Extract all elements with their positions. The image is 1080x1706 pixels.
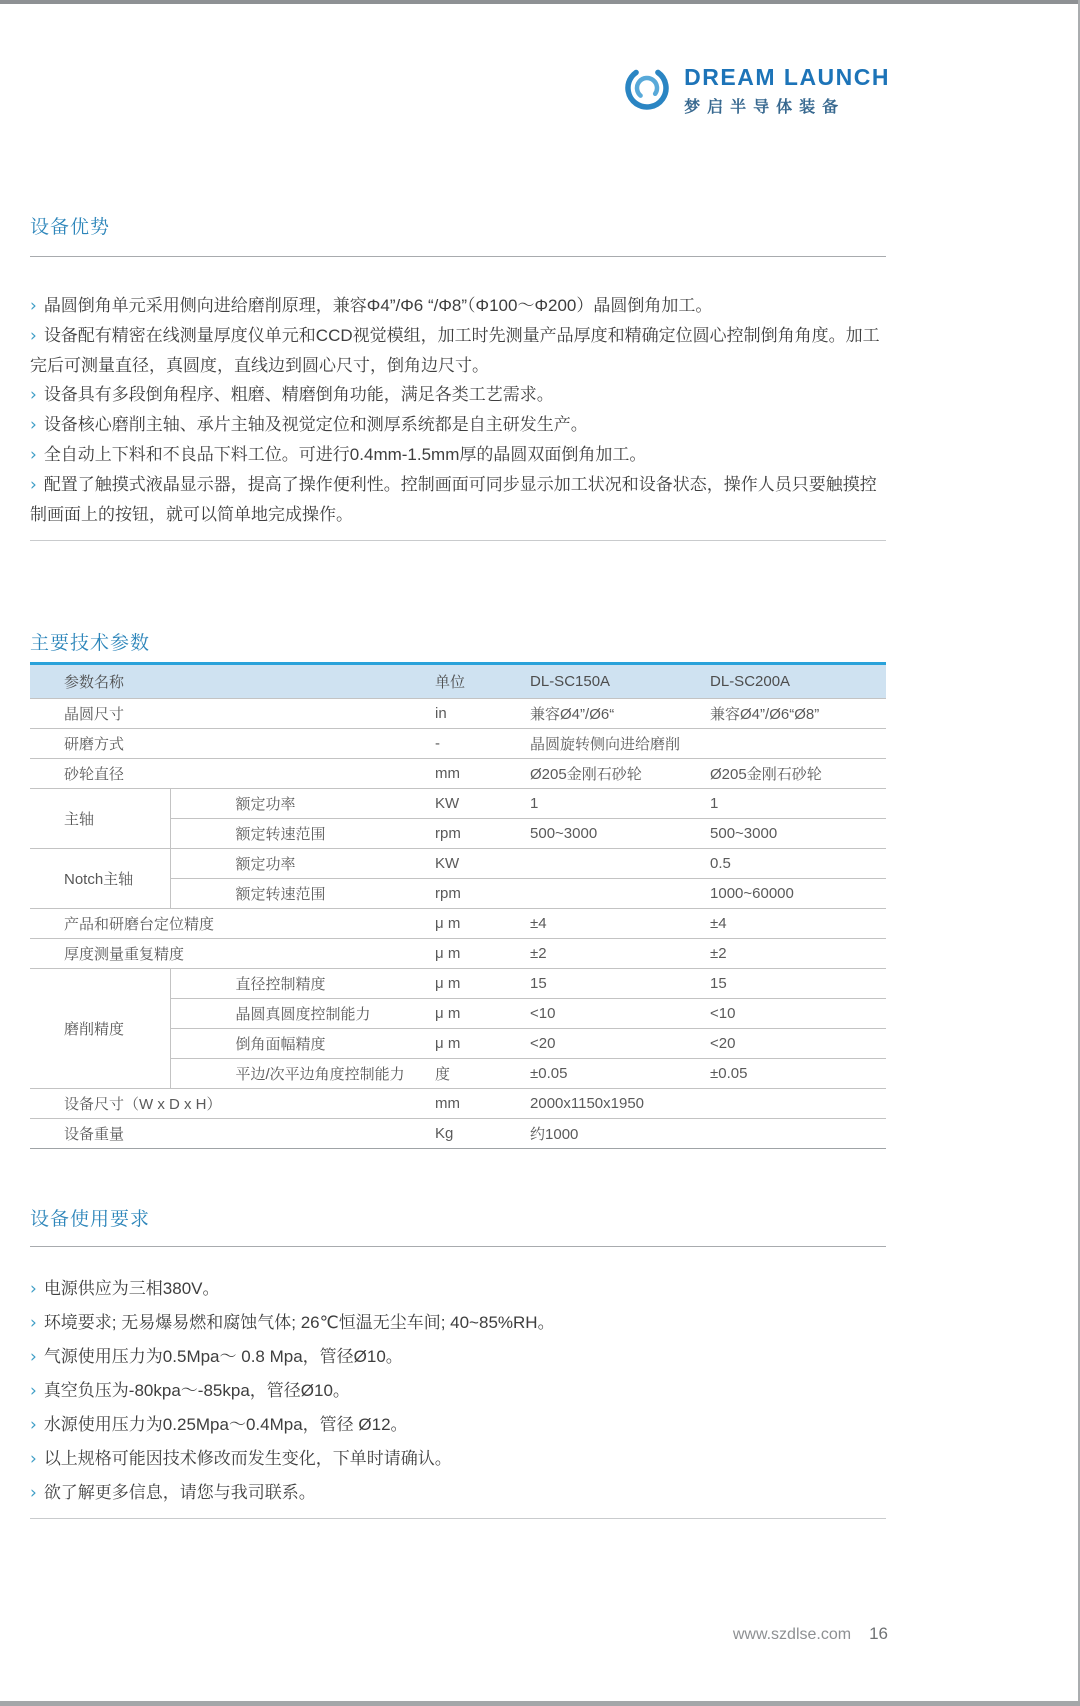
param-value: Ø205金刚石砂轮 (710, 759, 886, 789)
list-item (30, 410, 888, 440)
param-value (710, 1089, 886, 1119)
param-name: 额定转速范围 (170, 819, 435, 849)
param-value: <20 (710, 1029, 886, 1059)
param-value: <20 (530, 1029, 710, 1059)
param-group-name: Notch主轴 (30, 849, 170, 909)
chevron-bullet-icon: › (30, 1381, 37, 1401)
list-item (30, 1340, 888, 1374)
chevron-bullet-icon: › (30, 475, 37, 495)
table-row (30, 789, 886, 819)
section-title-requirements: 设备使用要求 (30, 1209, 151, 1230)
list-item (30, 1272, 888, 1306)
param-unit: rpm (435, 879, 530, 909)
param-name: 产品和研磨台定位精度 (30, 909, 435, 939)
divider (30, 1518, 886, 1519)
page-top-edge (0, 0, 1080, 4)
list-item-text: 真空负压为-80kpa～-85kpa，管径Ø10。 (43, 1381, 350, 1400)
list-item (30, 321, 888, 380)
param-value: ±4 (710, 909, 886, 939)
param-value: ±0.05 (530, 1059, 710, 1089)
list-item (30, 1442, 888, 1476)
param-value: 1 (710, 789, 886, 819)
chevron-bullet-icon: › (30, 1483, 37, 1503)
list-item-text: 以上规格可能因技术修改而发生变化，下单时请确认。 (43, 1449, 452, 1468)
list-item-text: 电源供应为三相380V。 (43, 1279, 220, 1298)
param-name: 平边/次平边角度控制能力 (170, 1059, 435, 1089)
column-header: DL-SC200A (710, 664, 886, 699)
list-item (30, 470, 888, 529)
param-value: 约1000 (530, 1119, 710, 1149)
column-header: 参数名称 (30, 664, 435, 699)
list-item-text: 水源使用压力为0.25Mpa～0.4Mpa，管径 Ø12。 (43, 1415, 408, 1434)
chevron-bullet-icon: › (30, 1415, 37, 1435)
param-name: 晶圆尺寸 (30, 699, 435, 729)
column-header: 单位 (435, 664, 530, 699)
param-value (710, 1119, 886, 1149)
table-row (30, 699, 886, 729)
list-item (30, 1374, 888, 1408)
param-unit: μ m (435, 969, 530, 999)
section-title-parameters: 主要技术参数 (30, 633, 151, 654)
param-value: Ø205金刚石砂轮 (530, 759, 710, 789)
page-bottom-edge (0, 1701, 1080, 1706)
param-value: 兼容Ø4”/Ø6“ (530, 699, 710, 729)
param-value: <10 (530, 999, 710, 1029)
param-name: 设备重量 (30, 1119, 435, 1149)
company-logo (623, 64, 890, 117)
param-value: 500~3000 (710, 819, 886, 849)
param-value: ±4 (530, 909, 710, 939)
chevron-bullet-icon: › (30, 1313, 37, 1333)
param-unit: μ m (435, 909, 530, 939)
param-value: 1000~60000 (710, 879, 886, 909)
param-value: 2000x1150x1950 (530, 1089, 710, 1119)
param-unit: Kg (435, 1119, 530, 1149)
param-unit: μ m (435, 939, 530, 969)
list-item (30, 291, 888, 321)
chevron-bullet-icon: › (30, 296, 37, 316)
param-unit: 度 (435, 1059, 530, 1089)
advantages-list (30, 291, 888, 529)
list-item-text: 设备具有多段倒角程序、粗磨、精磨倒角功能，满足各类工艺需求。 (43, 385, 554, 404)
list-item-text: 气源使用压力为0.5Mpa～ 0.8 Mpa，管径Ø10。 (43, 1347, 403, 1366)
param-name: 额定功率 (170, 789, 435, 819)
param-value (710, 729, 886, 759)
param-name: 额定转速范围 (170, 879, 435, 909)
list-item (30, 1408, 888, 1442)
column-header: DL-SC150A (530, 664, 710, 699)
list-item-text: 全自动上下料和不良品下料工位。可进行0.4mm-1.5mm厚的晶圆双面倒角加工。 (43, 445, 647, 464)
divider (30, 256, 886, 257)
divider (30, 540, 886, 541)
table-row (30, 939, 886, 969)
table-row (30, 849, 886, 879)
param-value: ±0.05 (710, 1059, 886, 1089)
param-value: 15 (530, 969, 710, 999)
parameters-table (30, 662, 886, 1149)
param-value: 晶圆旋转侧向进给磨削 (530, 729, 710, 759)
table-row (30, 1119, 886, 1149)
param-unit: mm (435, 1089, 530, 1119)
param-name: 砂轮直径 (30, 759, 435, 789)
table-header-row (30, 664, 886, 699)
param-name: 设备尺寸（W x D x H） (30, 1089, 435, 1119)
param-value: 1 (530, 789, 710, 819)
param-unit: rpm (435, 819, 530, 849)
chevron-bullet-icon: › (30, 385, 37, 405)
param-unit: in (435, 699, 530, 729)
page-footer (733, 1624, 888, 1644)
list-item (30, 440, 888, 470)
param-unit: mm (435, 759, 530, 789)
param-value: 15 (710, 969, 886, 999)
table-row (30, 759, 886, 789)
list-item (30, 380, 888, 410)
list-item-text: 晶圆倒角单元采用侧向进给磨削原理，兼容Φ4”/Φ6 “/Φ8”（Φ100～Φ200）晶圆倒角加工。 (43, 296, 713, 315)
list-item (30, 1476, 888, 1510)
chevron-bullet-icon: › (30, 1347, 37, 1367)
chevron-bullet-icon: › (30, 1449, 37, 1469)
param-group-name: 磨削精度 (30, 969, 170, 1089)
footer-website: www.szdlse.com (732, 1626, 852, 1643)
param-value: 500~3000 (530, 819, 710, 849)
swirl-logo-icon (623, 64, 671, 117)
param-value: 兼容Ø4”/Ø6“Ø8” (710, 699, 886, 729)
param-unit: μ m (435, 1029, 530, 1059)
chevron-bullet-icon: › (30, 445, 37, 465)
param-name: 倒角面幅精度 (170, 1029, 435, 1059)
param-name: 额定功率 (170, 849, 435, 879)
param-unit: KW (435, 789, 530, 819)
requirements-list (30, 1272, 888, 1510)
table-row (30, 969, 886, 999)
param-name: 直径控制精度 (170, 969, 435, 999)
section-title-advantages: 设备优势 (30, 217, 111, 238)
chevron-bullet-icon: › (30, 415, 37, 435)
param-name: 厚度测量重复精度 (30, 939, 435, 969)
param-value (530, 849, 710, 879)
list-item-text: 配置了触摸式液晶显示器，提高了操作便利性。控制画面可同步显示加工状况和设备状态，操作人员只要触摸控制画面上的按钮，就可以简单地完成操作。 (30, 475, 877, 524)
param-value: ±2 (530, 939, 710, 969)
param-value: 0.5 (710, 849, 886, 879)
param-group-name: 主轴 (30, 789, 170, 849)
list-item-text: 设备核心磨削主轴、承片主轴及视觉定位和测厚系统都是自主研发生产。 (43, 415, 588, 434)
param-unit: KW (435, 849, 530, 879)
table-row (30, 909, 886, 939)
brand-name-chinese: 梦启半导体装备 (684, 98, 846, 116)
param-value (530, 879, 710, 909)
brand-name: DREAM LAUNCH (684, 63, 890, 90)
list-item-text: 设备配有精密在线测量厚度仪单元和CCD视觉模组，加工时先测量产品厚度和精确定位圆心控制倒角角度。加工完后可测量直径，真圆度，直线边到圆心尺寸，倒角边尺寸。 (30, 326, 880, 375)
param-value: ±2 (710, 939, 886, 969)
param-name: 研磨方式 (30, 729, 435, 759)
param-name: 晶圆真圆度控制能力 (170, 999, 435, 1029)
list-item-text: 欲了解更多信息，请您与我司联系。 (43, 1483, 316, 1502)
table-row (30, 1089, 886, 1119)
chevron-bullet-icon: › (30, 1279, 37, 1299)
divider (30, 1246, 886, 1247)
page-number: 16 (869, 1624, 888, 1643)
chevron-bullet-icon: › (30, 326, 37, 346)
table-row (30, 729, 886, 759)
list-item-text: 环境要求; 无易爆易燃和腐蚀气体; 26℃恒温无尘车间; 40~85%RH。 (43, 1313, 555, 1332)
param-value: <10 (710, 999, 886, 1029)
param-unit: μ m (435, 999, 530, 1029)
param-unit: - (435, 729, 530, 759)
list-item (30, 1306, 888, 1340)
